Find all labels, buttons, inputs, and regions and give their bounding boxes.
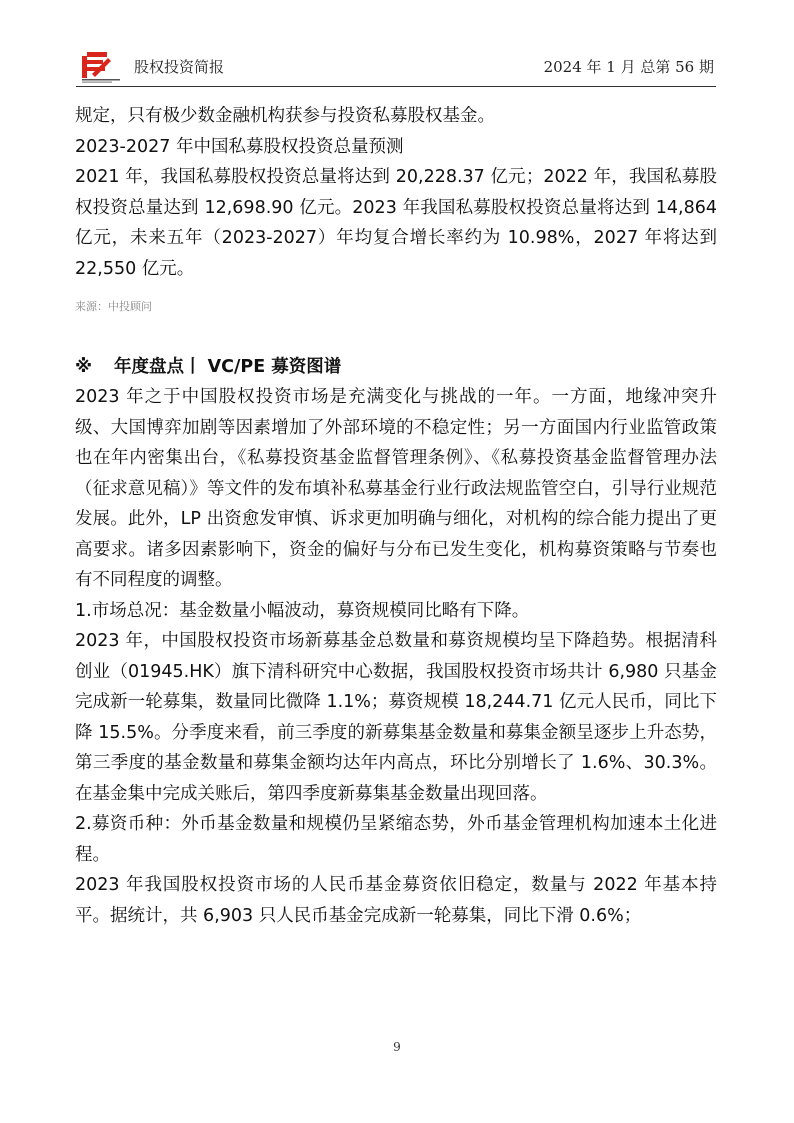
subheading-currency: 2.募资币种：外币基金数量和规模仍呈紧缩态势，外币基金管理机构加速本土化进程。 <box>75 814 717 865</box>
paragraph-forecast: 2021 年，我国私募股权投资总量将达到 20,228.37 亿元；2022 年，我国私募股权投资总量达到 12,698.90 亿元。2023 年我国私募股权投资总量将达到 14,864 亿元，未来五年（2023-2027）年均复合增长率约为 10.98%，2027 年将达到 22,550 亿元。 <box>75 167 717 279</box>
publication-title: 股权投资简报 <box>134 58 225 76</box>
header-divider <box>76 86 716 87</box>
paragraph-overview: 2023 年之于中国股权投资市场是充满变化与挑战的一年。一方面，地缘冲突升级、大国博弈加剧等因素增加了外部环境的不稳定性；另一方面国内行业监管政策也在年内密集出台，《私募投资基金监督管理条例》、《私募投资基金监督管理办法（征求意见稿）》等文件的发布填补私募基金行业行政法规监管空白，引导行业规范发展。此外，LP 出资愈发审慎、诉求更加明确与细化，对机构的综合能力提出了更高要求。诸多因素影响下，资金的偏好与分布已发生变化，机构募资策略与节奏也有不同程度的调整。 <box>75 387 717 590</box>
page-number: 9 <box>393 1040 401 1054</box>
page-header <box>76 46 716 88</box>
section-mark: ※ <box>75 357 93 377</box>
issue-info: 2024 年 1 月 总第 56 期 <box>543 58 714 76</box>
page-content <box>75 101 717 931</box>
paragraph-currency: 2023 年我国股权投资市场的人民币基金募资依旧稳定，数量与 2022 年基本持平。据统计，共 6,903 只人民币基金完成新一轮募集，同比下滑 0.6%； <box>75 875 717 926</box>
forecast-heading: 2023-2027 年中国私募股权投资总量预测 <box>75 136 404 157</box>
paragraph-regulation: 规定，只有极少数金融机构获参与投资私募股权基金。 <box>75 106 495 126</box>
association-logo-icon <box>78 48 124 84</box>
subheading-market: 1.市场总况：基金数量小幅波动，募资规模同比略有下降。 <box>75 600 530 621</box>
paragraph-market: 2023 年，中国股权投资市场新募基金总数量和募资规模均呈下降趋势。根据清科创业（01945.HK）旗下清科研究中心数据，我国股权投资市场共计 6,980 只基金完成新一轮募集，数量同比微降 1.1%；募资规模 18,244.71 亿元人民币，同比下降 15.5%。分季度来看，前三季度的新募集基金数量和募集金额呈逐步上升态势，第三季度的基金数量和募集金额均达年内高点，环比分别增长了 1.6%、30.3%。在基金集中完成关账后，第四季度新募集基金数量出现回落。 <box>75 631 717 804</box>
section-title: 年度盘点丨 VC/PE 募资图谱 <box>114 357 342 377</box>
section-heading <box>75 352 717 382</box>
source-note: 来源：中投顾问 <box>75 300 152 313</box>
